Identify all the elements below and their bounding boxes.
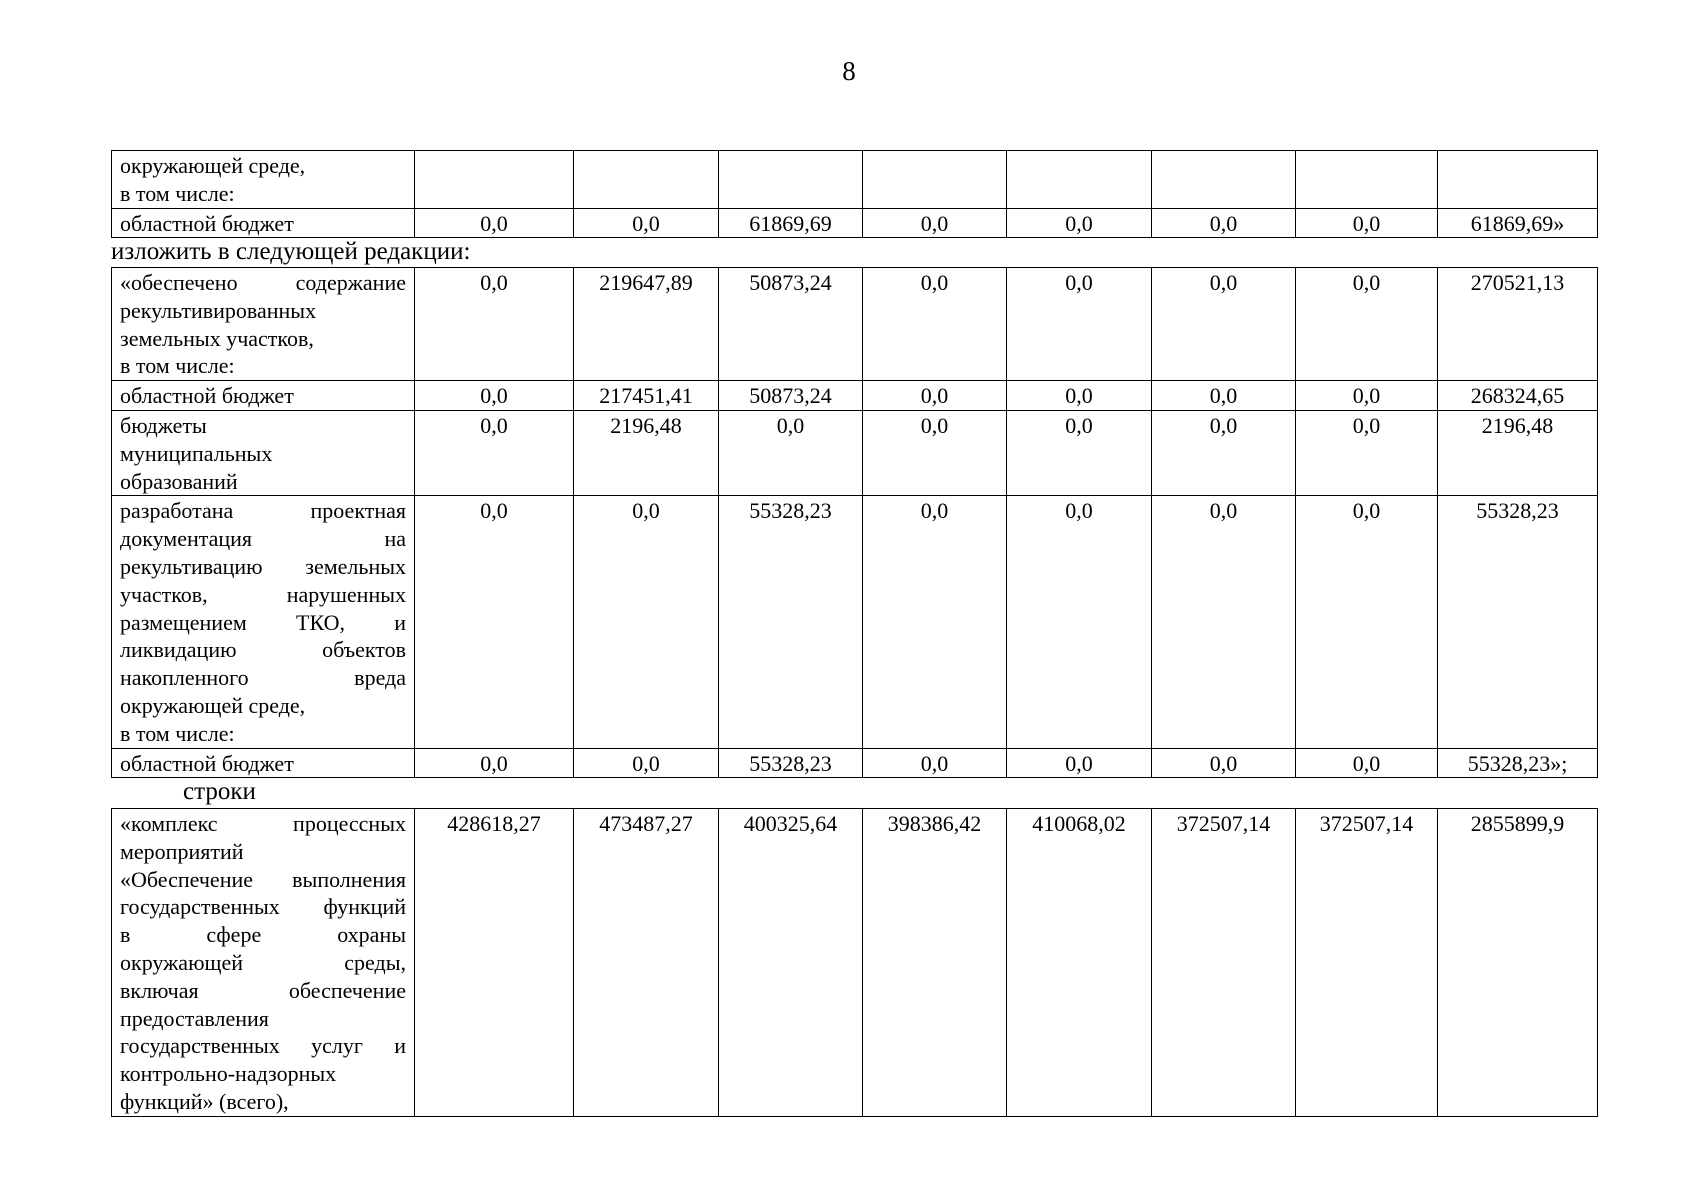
row-label bbox=[112, 410, 415, 495]
value-cell: 0,0 bbox=[863, 410, 1007, 495]
value-cell: 410068,02 bbox=[1007, 809, 1152, 1117]
row-label-line: окружающей среды, bbox=[120, 949, 406, 975]
value-cell: 0,0 bbox=[1296, 268, 1438, 381]
value-cell: 61869,69» bbox=[1438, 208, 1598, 238]
row-label bbox=[112, 748, 415, 778]
row-label-line: рекультивированных bbox=[120, 297, 317, 323]
table-row bbox=[112, 268, 1598, 381]
row-label-line: документация на bbox=[120, 526, 406, 552]
row-label-line: накопленного вреда bbox=[120, 665, 406, 691]
value-cell: 0,0 bbox=[1152, 410, 1296, 495]
value-cell: 270521,13 bbox=[1438, 268, 1598, 381]
row-label bbox=[112, 496, 415, 748]
value-cell: 0,0 bbox=[1152, 208, 1296, 238]
row-label bbox=[112, 809, 415, 1117]
row-label-line: областной бюджет bbox=[120, 383, 294, 409]
table-row bbox=[112, 748, 1598, 778]
value-cell: 55328,23 bbox=[1438, 496, 1598, 748]
row-label-line: рекультивацию земельных bbox=[120, 553, 406, 579]
value-cell bbox=[1007, 151, 1152, 209]
row-label-line: образований bbox=[120, 468, 238, 494]
value-cell: 0,0 bbox=[863, 496, 1007, 748]
row-label bbox=[112, 268, 415, 381]
row-label bbox=[112, 208, 415, 238]
value-cell: 0,0 bbox=[1152, 381, 1296, 411]
row-label bbox=[112, 381, 415, 411]
value-cell: 473487,27 bbox=[574, 809, 719, 1117]
table-new-edition bbox=[111, 267, 1598, 778]
row-label-line: областной бюджет bbox=[120, 750, 294, 776]
value-cell: 0,0 bbox=[1296, 208, 1438, 238]
value-cell bbox=[1438, 151, 1598, 209]
value-cell bbox=[415, 151, 574, 209]
row-label-line: государственных услуг и bbox=[120, 1033, 406, 1059]
value-cell: 398386,42 bbox=[863, 809, 1007, 1117]
value-cell: 0,0 bbox=[1296, 381, 1438, 411]
value-cell: 0,0 bbox=[1152, 748, 1296, 778]
value-cell bbox=[1296, 151, 1438, 209]
row-label-line: муниципальных bbox=[120, 440, 273, 466]
value-cell bbox=[574, 151, 719, 209]
row-label-line: контрольно-надзорных bbox=[120, 1061, 337, 1087]
table-row bbox=[112, 410, 1598, 495]
value-cell: 2855899,9 bbox=[1438, 809, 1598, 1117]
table-row bbox=[112, 151, 1598, 209]
table-row bbox=[112, 809, 1598, 1117]
row-label-line: областной бюджет bbox=[120, 210, 294, 236]
value-cell: 0,0 bbox=[415, 496, 574, 748]
value-cell: 0,0 bbox=[719, 410, 863, 495]
value-cell: 0,0 bbox=[1007, 496, 1152, 748]
row-label-line: функций» (всего), bbox=[120, 1088, 289, 1114]
value-cell: 0,0 bbox=[574, 208, 719, 238]
row-label-line: участков, нарушенных bbox=[120, 581, 406, 607]
value-cell: 428618,27 bbox=[415, 809, 574, 1117]
row-label-line: размещением ТКО, и bbox=[120, 609, 406, 635]
row-label-line: окружающей среде, bbox=[120, 692, 306, 718]
row-label-line: бюджеты bbox=[120, 412, 207, 438]
row-label-line: разработана проектная bbox=[120, 498, 406, 524]
value-cell: 372507,14 bbox=[1152, 809, 1296, 1117]
row-label-line: в том числе: bbox=[120, 720, 235, 746]
stroki-heading: строки bbox=[183, 778, 256, 805]
row-label-line: включая обеспечение bbox=[120, 977, 406, 1003]
value-cell: 2196,48 bbox=[574, 410, 719, 495]
value-cell: 0,0 bbox=[863, 748, 1007, 778]
value-cell: 0,0 bbox=[415, 268, 574, 381]
instruction-text: изложить в следующей редакции: bbox=[111, 238, 471, 265]
value-cell: 0,0 bbox=[863, 381, 1007, 411]
row-label-line: в том числе: bbox=[120, 353, 235, 379]
table-row bbox=[112, 496, 1598, 748]
value-cell: 219647,89 bbox=[574, 268, 719, 381]
row-label-line: мероприятий bbox=[120, 838, 244, 864]
value-cell: 268324,65 bbox=[1438, 381, 1598, 411]
value-cell: 0,0 bbox=[415, 748, 574, 778]
table-stroki bbox=[111, 808, 1598, 1117]
row-label-line: окружающей среде, bbox=[120, 153, 306, 178]
value-cell: 0,0 bbox=[863, 268, 1007, 381]
value-cell: 0,0 bbox=[415, 381, 574, 411]
value-cell: 55328,23 bbox=[719, 748, 863, 778]
value-cell: 0,0 bbox=[574, 496, 719, 748]
row-label bbox=[112, 151, 415, 209]
value-cell: 0,0 bbox=[1296, 410, 1438, 495]
value-cell: 50873,24 bbox=[719, 381, 863, 411]
row-label-line: в сфере охраны bbox=[120, 922, 406, 948]
value-cell: 0,0 bbox=[574, 748, 719, 778]
row-label-line: государственных функций bbox=[120, 894, 406, 920]
value-cell: 372507,14 bbox=[1296, 809, 1438, 1117]
row-label-line: ликвидацию объектов bbox=[120, 637, 406, 663]
value-cell: 217451,41 bbox=[574, 381, 719, 411]
value-cell: 0,0 bbox=[1007, 381, 1152, 411]
value-cell: 0,0 bbox=[1296, 496, 1438, 748]
value-cell: 0,0 bbox=[1007, 748, 1152, 778]
value-cell: 50873,24 bbox=[719, 268, 863, 381]
value-cell: 55328,23»; bbox=[1438, 748, 1598, 778]
value-cell: 0,0 bbox=[1007, 208, 1152, 238]
value-cell: 61869,69 bbox=[719, 208, 863, 238]
row-label-line: в том числе: bbox=[120, 180, 235, 206]
value-cell bbox=[863, 151, 1007, 209]
page-number: 8 bbox=[842, 56, 856, 86]
value-cell bbox=[719, 151, 863, 209]
value-cell: 0,0 bbox=[1296, 748, 1438, 778]
value-cell: 0,0 bbox=[1152, 268, 1296, 381]
value-cell bbox=[1152, 151, 1296, 209]
value-cell: 0,0 bbox=[1152, 496, 1296, 748]
row-label-line: «Обеспечение выполнения bbox=[120, 866, 406, 892]
value-cell: 0,0 bbox=[415, 208, 574, 238]
value-cell: 0,0 bbox=[415, 410, 574, 495]
value-cell: 55328,23 bbox=[719, 496, 863, 748]
row-label-line: «комплекс процессных bbox=[120, 811, 406, 836]
table-row bbox=[112, 208, 1598, 238]
row-label-line: предоставления bbox=[120, 1005, 269, 1031]
value-cell: 2196,48 bbox=[1438, 410, 1598, 495]
value-cell: 400325,64 bbox=[719, 809, 863, 1117]
row-label-line: «обеспечено содержание bbox=[120, 270, 406, 295]
value-cell: 0,0 bbox=[1007, 268, 1152, 381]
table-previous-rows bbox=[111, 150, 1598, 238]
table-row bbox=[112, 381, 1598, 411]
row-label-line: земельных участков, bbox=[120, 325, 314, 351]
value-cell: 0,0 bbox=[1007, 410, 1152, 495]
value-cell: 0,0 bbox=[863, 208, 1007, 238]
